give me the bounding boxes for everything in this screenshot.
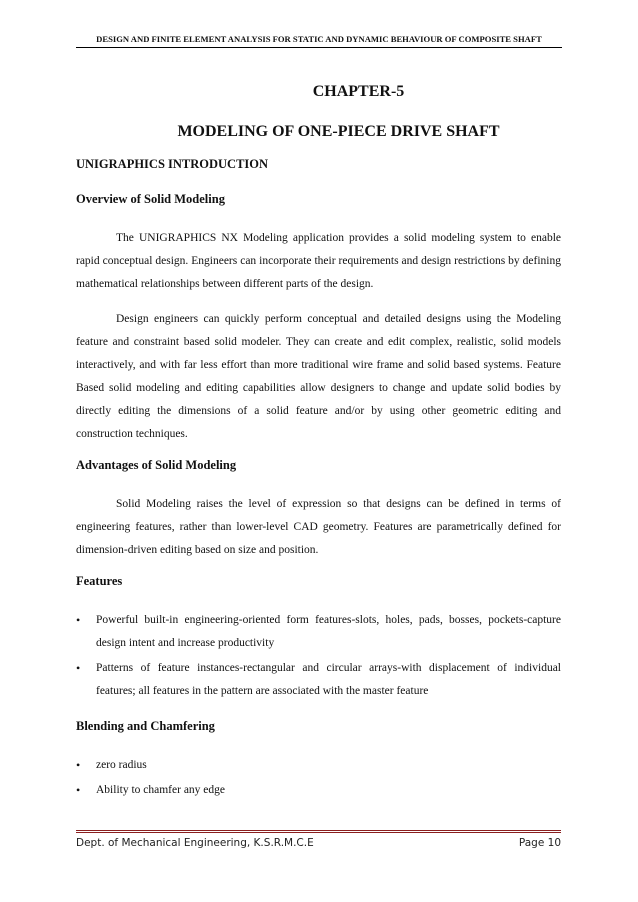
page-content [76,83,561,818]
list-item-text: zero radius [96,759,147,771]
chapter-label: CHAPTER-5 [312,83,405,100]
blending-list [76,754,561,802]
advantages-paragraph: Solid Modeling raises the level of expression so that designs can be defined in terms of engineering features, rather than lower-level CAD geometry. Features are parametrically defined for dimension-driven editing based on size and position. [76,498,561,556]
bullet-icon: • [76,613,81,627]
overview-paragraph-2: Design engineers can quickly perform conceptual and detailed designs using the Modeling feature and constraint based solid modeler. They can create and edit complex, realistic, solid models interactively, and with far less effort than more traditional wire frame and solid based systems. Feature Based solid modeling and editing capabilities allow designers to change and update solid bodies by directly editing the dimensions of a solid feature and/or by using other geometric editing and construction techniques. [76,313,561,440]
intro-heading: UNIGRAPHICS INTRODUCTION [76,157,269,171]
list-item [76,609,561,655]
overview-paragraph-1: The UNIGRAPHICS NX Modeling application provides a solid modeling system to enable rapid conceptual design. Engineers can incorporate their requirements and design restrictions by defining mathematical relationships between different parts of the design. [76,232,561,290]
chapter-title: MODELING OF ONE-PIECE DRIVE SHAFT [177,123,500,140]
list-item [76,657,561,703]
bullet-icon: • [76,783,81,797]
bullet-icon: • [76,758,81,772]
features-list [76,609,561,703]
list-item [76,754,561,777]
blending-heading: Blending and Chamfering [76,719,215,733]
list-item-text: Ability to chamfer any edge [96,784,226,796]
features-heading: Features [76,574,123,588]
running-header: DESIGN AND FINITE ELEMENT ANALYSIS FOR STATIC AND DYNAMIC BEHAVIOUR OF COMPOSITE SHAFT [76,34,562,48]
list-item [76,779,561,802]
overview-heading: Overview of Solid Modeling [76,192,225,206]
footer-department: Dept. of Mechanical Engineering, K.S.R.M.C.E [76,837,314,849]
bullet-icon: • [76,661,81,675]
list-item-text: Powerful built-in engineering-oriented form features-slots, holes, pads, bosses, pockets-capture design intent and increase productivity [96,614,561,649]
footer-page-number: Page 10 [518,837,561,849]
list-item-text: Patterns of feature instances-rectangular and circular arrays-with displacement of individual features; all features in the pattern are associated with the master feature [96,662,561,697]
page-footer [76,830,561,849]
advantages-heading: Advantages of Solid Modeling [76,458,237,472]
